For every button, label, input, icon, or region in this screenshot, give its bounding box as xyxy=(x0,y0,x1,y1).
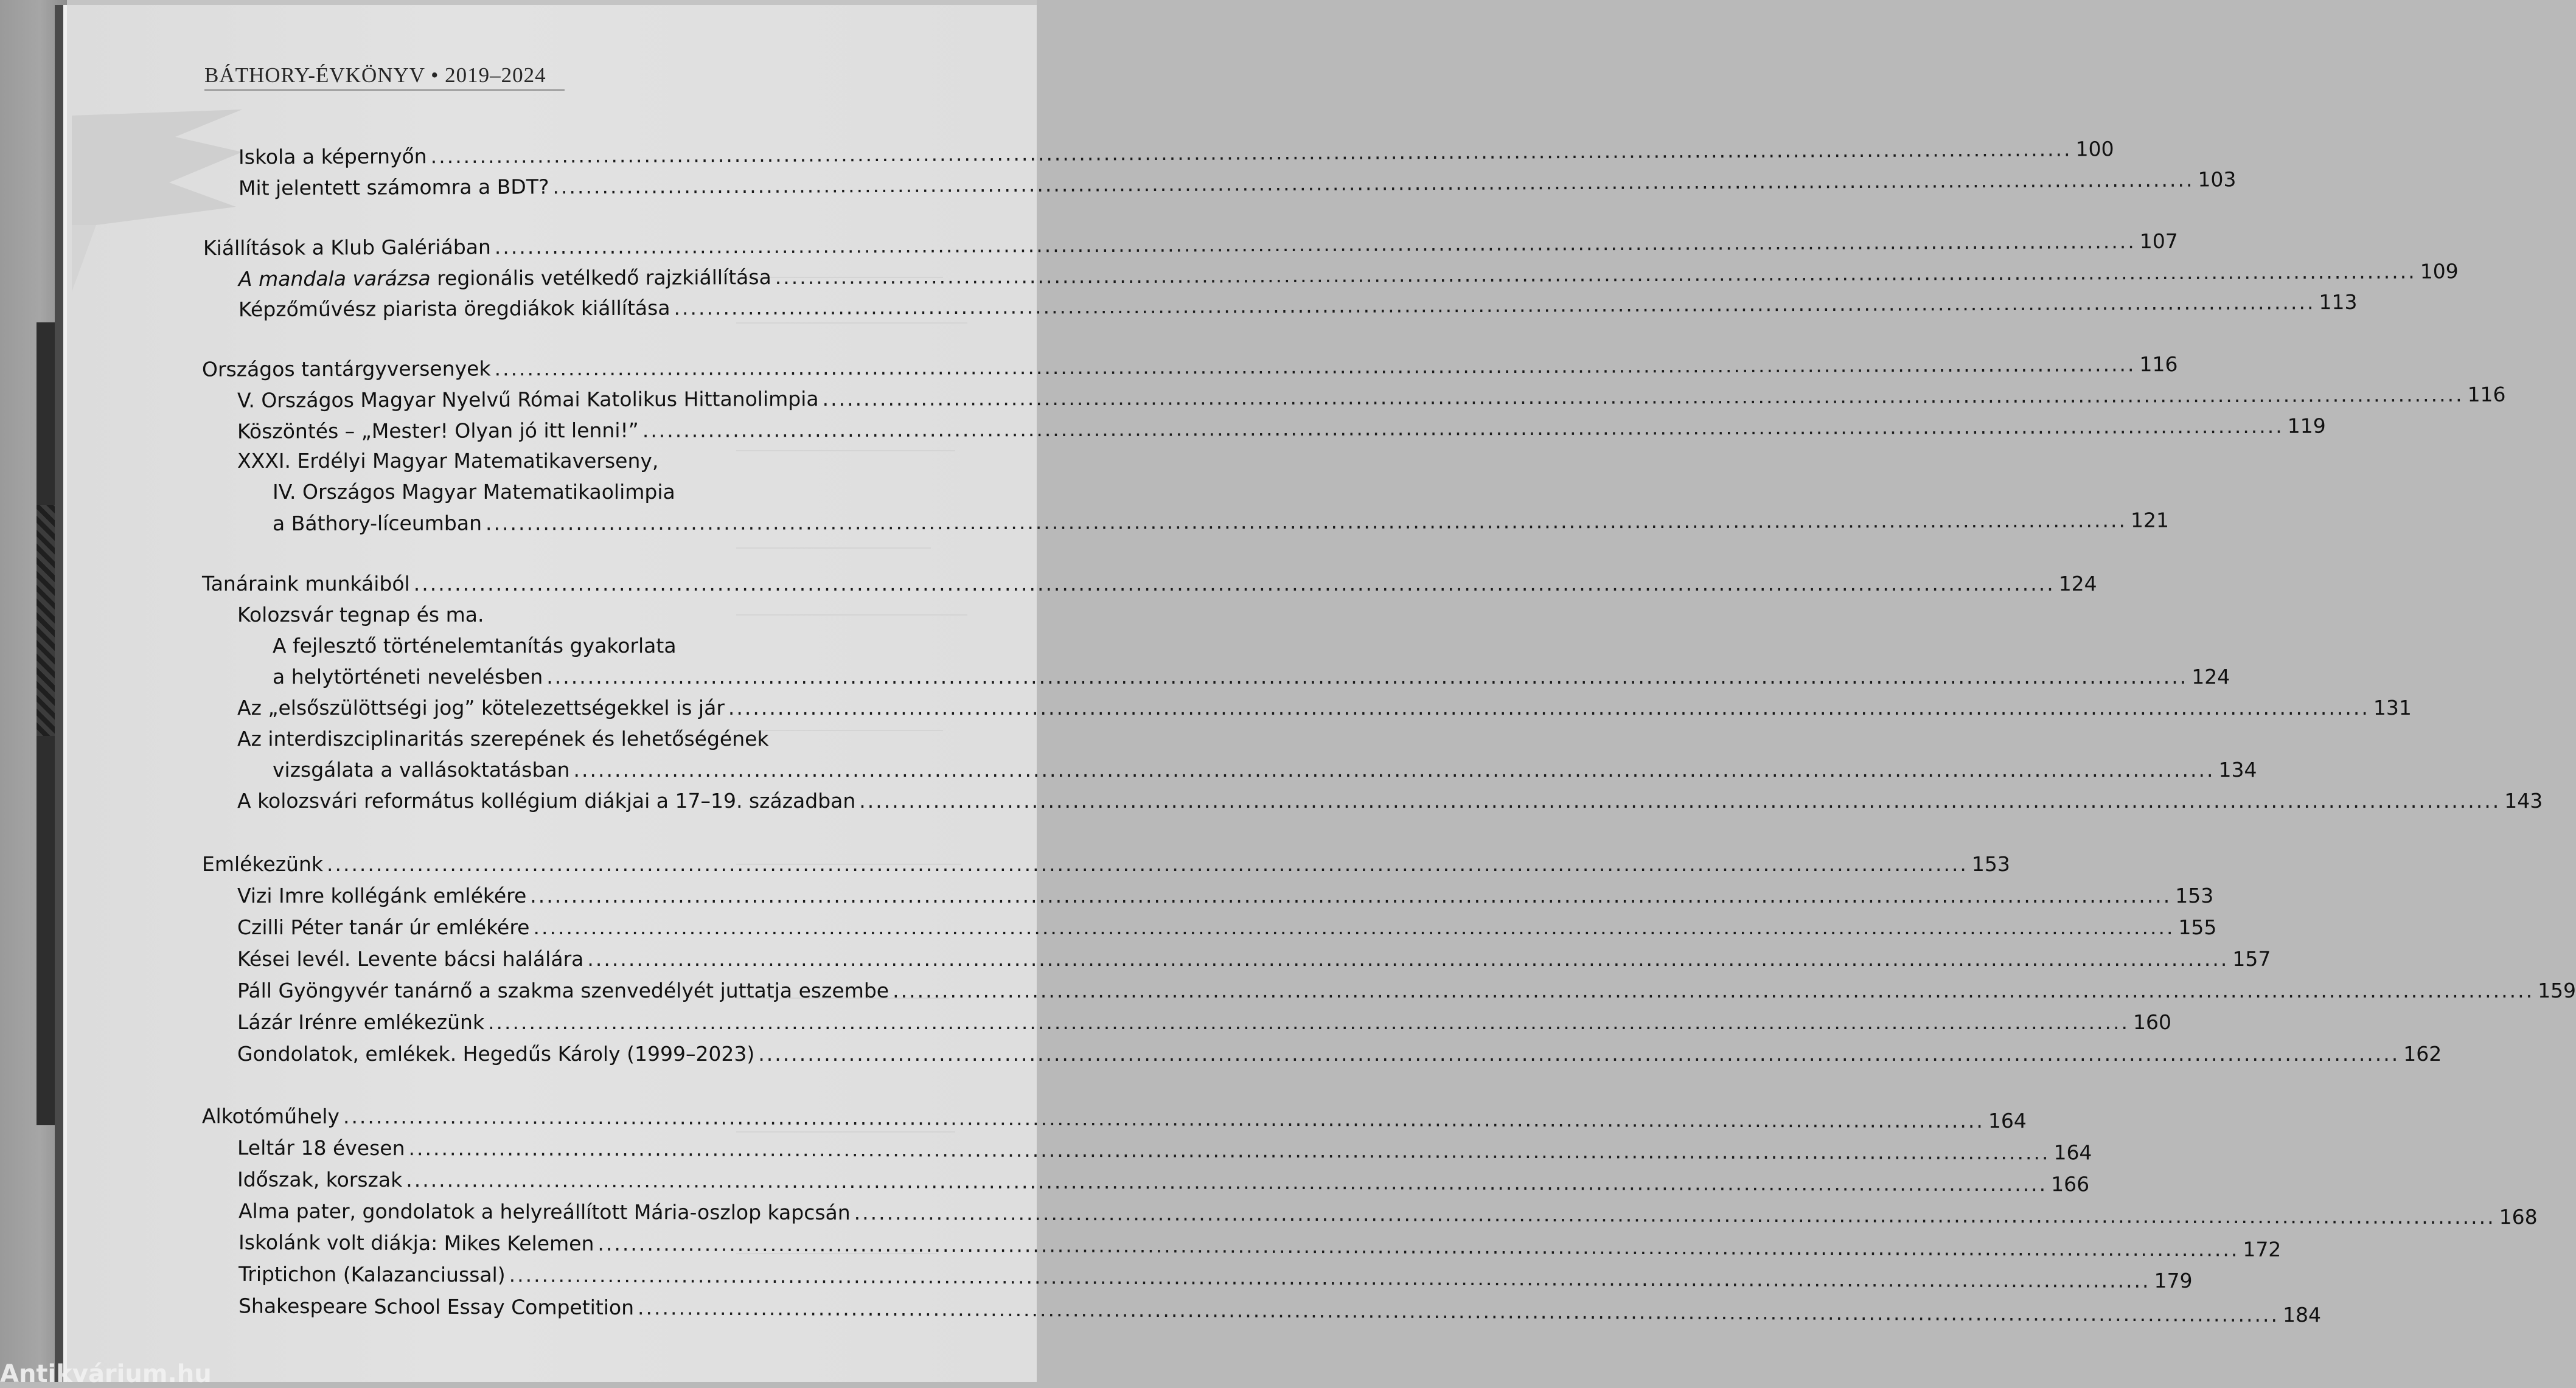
toc-entry-page: 179 xyxy=(2154,1268,2193,1293)
toc-entry-title-rest: regionális vetélkedő rajzkiállítása xyxy=(430,265,771,290)
leader-dots: ........................................................................................................................................................................................................ xyxy=(406,1168,2048,1196)
toc-entry-title: Időszak, korszak xyxy=(237,1167,403,1192)
leader-dots: ........................................................................................................................................................................................................ xyxy=(488,1010,2130,1034)
toc-entry xyxy=(272,508,2169,535)
toc-entry xyxy=(238,167,2237,200)
toc-entry-page: 121 xyxy=(2130,508,2169,532)
toc-entry-title: Az „elsőszülöttségi jog” kötelezettségekkel is jár xyxy=(237,696,725,720)
toc-entry-page: 160 xyxy=(2133,1010,2172,1034)
toc-entry-title: Gondolatok, emlékek. Hegedűs Károly (1999–2023) xyxy=(237,1042,755,1066)
toc-entry xyxy=(238,259,2459,291)
toc-entry xyxy=(237,1167,2090,1196)
toc-entry-page: 164 xyxy=(1988,1109,2027,1133)
toc-entry-title: a Báthory-líceumban xyxy=(272,511,482,535)
toc-entry-title: a helytörténeti nevelésben xyxy=(273,665,543,689)
toc-entry-page: 131 xyxy=(2373,696,2412,720)
toc-entry-page: 134 xyxy=(2218,758,2257,782)
toc-entry-title: vizsgálata a vallásoktatásban xyxy=(273,758,570,782)
toc-entry-page: 166 xyxy=(2051,1172,2090,1196)
toc-entry-title: Triptichon (Kalazanciussal) xyxy=(238,1261,506,1287)
running-header: BÁTHORY-ÉVKÖNYV • 2019–2024 xyxy=(204,63,546,87)
leader-dots: ........................................................................................................................................................................................................ xyxy=(775,259,2417,290)
toc-entry-title: A fejlesztő történelemtanítás gyakorlata xyxy=(273,634,677,658)
leader-dots: ........................................................................................................................................................................................................ xyxy=(822,382,2464,411)
toc-entry xyxy=(273,665,2230,689)
toc-entry xyxy=(237,915,2217,939)
toc-entry xyxy=(273,480,675,504)
leader-dots: ........................................................................................................................................................................................................ xyxy=(642,414,2284,442)
toc-entry-title: Emlékezünk xyxy=(202,852,323,876)
toc-entry-page: 153 xyxy=(2175,884,2214,907)
toc-entry xyxy=(237,1042,2442,1066)
toc-entry xyxy=(238,1294,2322,1327)
leader-dots: ........................................................................................................................................................................................................ xyxy=(533,915,2175,939)
toc-entry-title: Alkotóműhely xyxy=(201,1104,340,1128)
leader-dots: ........................................................................................................................................................................................................ xyxy=(893,979,2535,1002)
toc-entry xyxy=(237,1136,2092,1165)
toc-entry xyxy=(237,947,2271,971)
leader-dots: ........................................................................................................................................................................................................ xyxy=(674,290,2316,320)
toc-entry xyxy=(237,789,2543,813)
toc-entry-page: 168 xyxy=(2499,1205,2538,1229)
watermark: Antikvárium.hu xyxy=(0,1360,212,1388)
toc-entry-title: V. Országos Magyar Nyelvű Római Katolikus Hittanolimpia xyxy=(237,387,819,412)
toc-entry-title: Kolozsvár tegnap és ma. xyxy=(237,603,484,626)
toc-entry-title: Kései levél. Levente bácsi halálára xyxy=(237,947,584,971)
leader-dots: ........................................................................................................................................................................................................ xyxy=(413,572,2055,595)
leader-dots: ........................................................................................................................................................................................................ xyxy=(509,1263,2151,1293)
toc-entry xyxy=(238,137,2114,169)
toc-section-heading xyxy=(202,852,2010,876)
toc-entry-title: Iskolánk volt diákja: Mikes Kelemen xyxy=(238,1230,594,1255)
leader-dots: ........................................................................................................................................................................................................ xyxy=(728,696,2370,720)
toc-entry-title xyxy=(238,265,771,291)
toc-entry xyxy=(237,449,658,473)
toc-entry-page: 119 xyxy=(2287,414,2326,438)
leader-dots: ........................................................................................................................................................................................................ xyxy=(859,789,2501,813)
toc-entry-page: 155 xyxy=(2178,915,2217,939)
leader-dots: ........................................................................................................................................................................................................ xyxy=(343,1104,1985,1133)
toc-entry-title-italic: A mandala varázsa xyxy=(238,266,431,291)
toc-entry-page: 124 xyxy=(2191,665,2230,689)
toc-section-heading xyxy=(202,572,2097,595)
leader-dots: ........................................................................................................................................................................................................ xyxy=(326,852,1968,876)
toc-entry-page: 116 xyxy=(2467,382,2506,406)
toc-entry-title: Iskola a képernyőn xyxy=(238,144,427,169)
leader-dots: ........................................................................................................................................................................................................ xyxy=(494,352,2136,381)
toc-section-heading xyxy=(201,352,2178,381)
toc-entry xyxy=(237,979,2576,1002)
toc-entry-title: Országos tantárgyversenyek xyxy=(201,356,491,381)
toc-entry-title: Képzőművész piarista öregdiákok kiállítása xyxy=(238,296,670,322)
toc-entry-page: 184 xyxy=(2282,1303,2322,1327)
toc-entry-title: Az interdiszciplinaritás szerepének és lehetőségének xyxy=(237,727,769,751)
toc-entry-title: Czilli Péter tanár úr emlékére xyxy=(237,915,530,939)
toc-entry-title: Alma pater, gondolatok a helyreállított Mária-oszlop kapcsán xyxy=(238,1199,851,1225)
toc-entry xyxy=(238,1199,2538,1229)
leader-dots: ........................................................................................................................................................................................................ xyxy=(597,1231,2240,1261)
toc-entry-title: Leltár 18 évesen xyxy=(237,1136,405,1161)
leader-dots: ........................................................................................................................................................................................................ xyxy=(854,1201,2496,1229)
toc-entry-page: 157 xyxy=(2232,947,2271,971)
leader-dots: ........................................................................................................................................................................................................ xyxy=(485,508,2127,535)
toc-entry xyxy=(273,758,2257,782)
toc-entry-page: 100 xyxy=(2075,137,2114,161)
toc-entry-title: XXXI. Erdélyi Magyar Matematikaverseny, xyxy=(237,449,659,473)
leader-dots: ........................................................................................................................................................................................................ xyxy=(587,947,2229,971)
toc-entry-page: 164 xyxy=(2053,1140,2092,1165)
toc-entry-page: 143 xyxy=(2504,789,2543,813)
toc-entry-page: 113 xyxy=(2319,290,2358,314)
toc-entry xyxy=(273,634,677,658)
toc-entry-page: 153 xyxy=(1971,852,2010,876)
toc-entry xyxy=(237,382,2506,412)
leader-dots: ........................................................................................................................................................................................................ xyxy=(408,1136,2050,1165)
toc-entry-title: Kiállítások a Klub Galériában xyxy=(203,235,491,260)
toc-entry-title: Köszöntés – „Mester! Olyan jó itt lenni!” xyxy=(237,418,639,443)
toc-entry xyxy=(238,1261,2193,1293)
leader-dots: ........................................................................................................................................................................................................ xyxy=(530,884,2172,907)
toc-entry-page: 162 xyxy=(2403,1042,2442,1066)
toc-entry xyxy=(237,414,2326,443)
toc-entry xyxy=(237,1010,2172,1034)
toc-entry-title: Vizi Imre kollégánk emlékére xyxy=(237,884,527,907)
toc-entry xyxy=(237,696,2412,720)
leader-dots: ........................................................................................................................................................................................................ xyxy=(552,167,2195,199)
leader-dots: ........................................................................................................................................................................................................ xyxy=(430,137,2072,168)
leader-dots: ........................................................................................................................................................................................................ xyxy=(494,229,2136,259)
toc-entry xyxy=(237,727,769,751)
leader-dots: ........................................................................................................................................................................................................ xyxy=(758,1042,2400,1066)
toc-entry-title: Páll Gyöngyvér tanárnő a szakma szenvedélyét juttatja eszembe xyxy=(237,979,889,1002)
toc-entry-page: 116 xyxy=(2139,352,2178,376)
toc-entry xyxy=(237,884,2214,907)
toc-entry xyxy=(237,603,484,626)
leader-dots: ........................................................................................................................................................................................................ xyxy=(546,665,2188,689)
toc-section-heading xyxy=(201,1104,2027,1133)
toc-entry-title: IV. Országos Magyar Matematikaolimpia xyxy=(273,480,675,504)
toc-entry-title: Tanáraink munkáiból xyxy=(202,572,410,595)
leader-dots: ........................................................................................................................................................................................................ xyxy=(573,758,2215,782)
toc-entry-page: 172 xyxy=(2243,1237,2282,1261)
toc-entry-page: 124 xyxy=(2058,572,2097,595)
toc-entry-title: A kolozsvári református kollégium diákjai a 17–19. században xyxy=(237,789,856,813)
toc-entry-page: 103 xyxy=(2198,167,2237,192)
toc-entry-page: 107 xyxy=(2139,229,2178,254)
toc-entry-title: Mit jelentett számomra a BDT? xyxy=(238,175,549,200)
toc-entry xyxy=(238,290,2358,322)
toc-section-heading xyxy=(203,229,2178,260)
toc-entry-page: 159 xyxy=(2538,979,2576,1002)
toc-entry-title: Shakespeare School Essay Competition xyxy=(238,1294,635,1320)
toc-entry xyxy=(238,1230,2282,1261)
toc-entry-title: Lázár Irénre emlékezünk xyxy=(237,1010,485,1034)
leader-dots: ........................................................................................................................................................................................................ xyxy=(638,1296,2280,1327)
toc-entry-page: 109 xyxy=(2420,259,2459,283)
